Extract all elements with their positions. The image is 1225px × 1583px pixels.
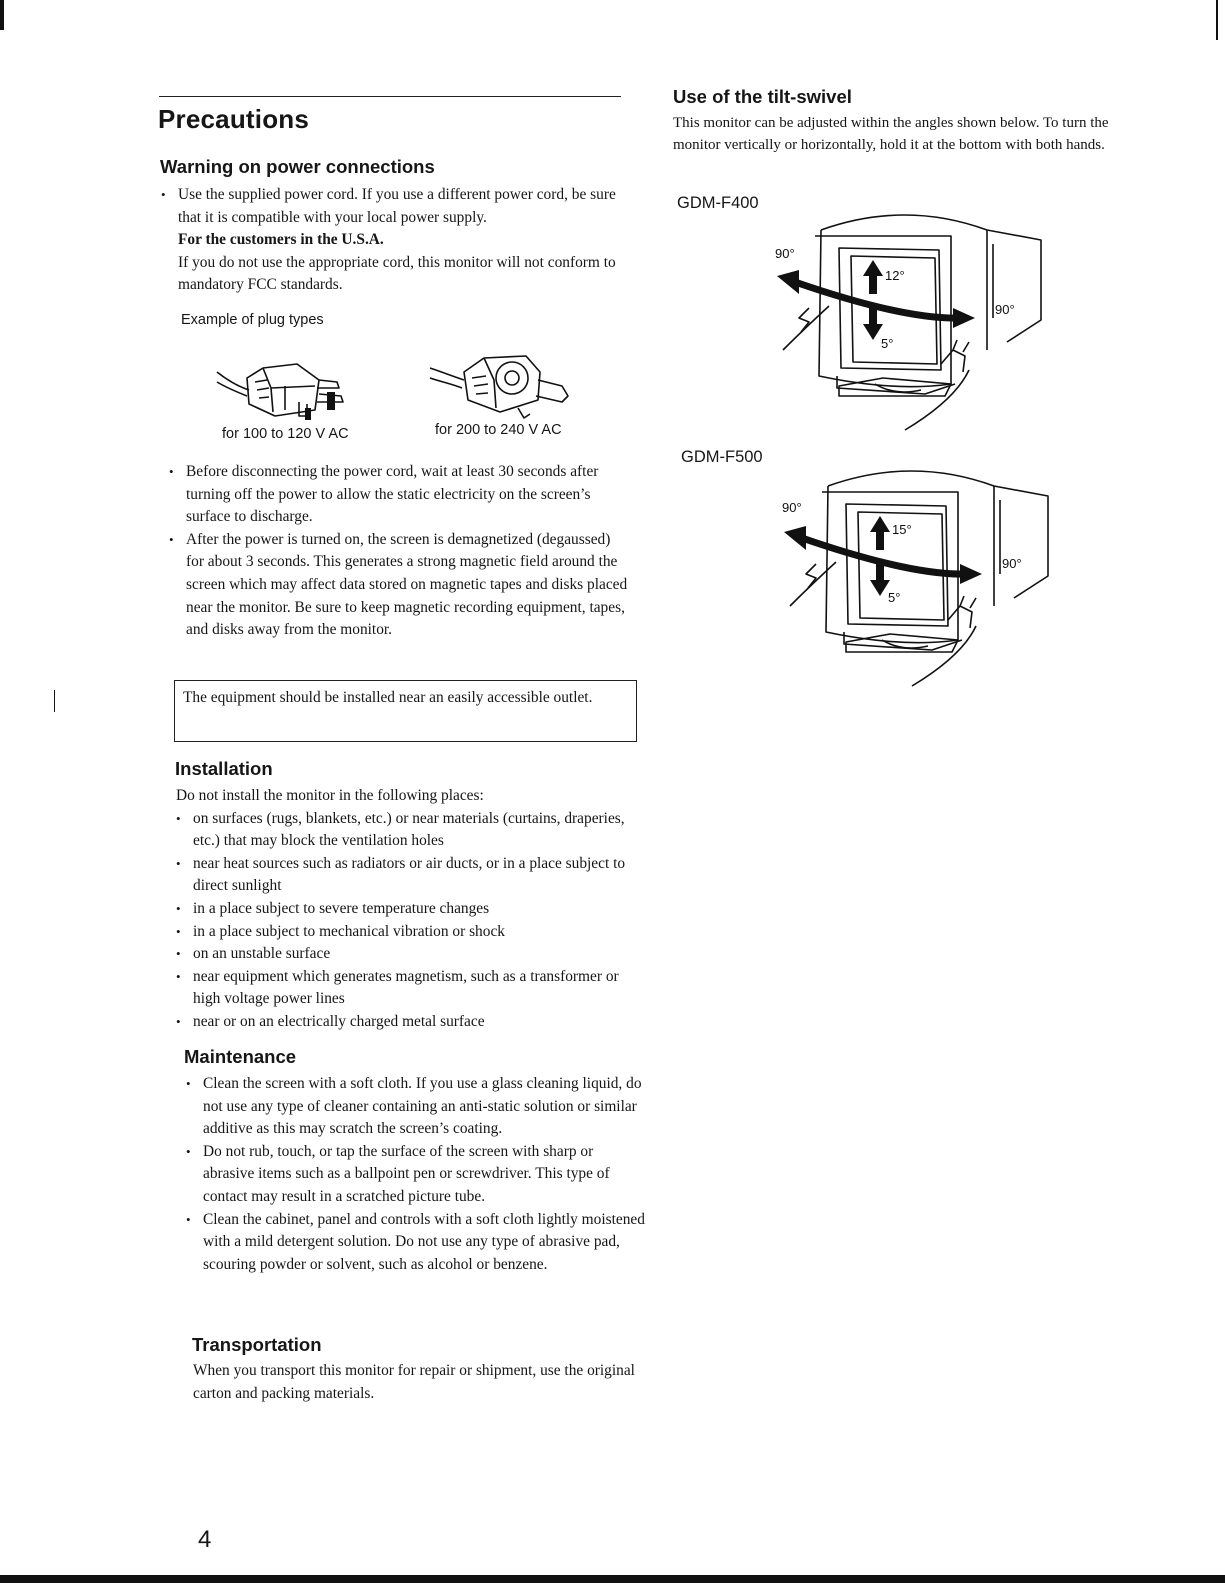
- swivel-left-angle: 90°: [782, 500, 802, 515]
- list-item: • on an unstable surface: [176, 943, 628, 966]
- usa-text: If you do not use the appropriate cord, this monitor will not conform to mandatory FCC standards.: [178, 253, 616, 294]
- maintenance-heading: Maintenance: [184, 1046, 297, 1067]
- power-heading: Warning on power connections: [160, 156, 435, 177]
- swivel-left-angle: 90°: [775, 246, 795, 261]
- list-item: • near heat sources such as radiators or air ducts, or in a place subject to direct sunlight: [176, 853, 628, 898]
- power-bullet-1: Use the supplied power cord. If you use a different power cord, be sure that it is compatible with your local power supply.: [178, 186, 616, 226]
- list-item: • Clean the screen with a soft cloth. If you use a glass cleaning liquid, do not use any type of cleaner containing an anti-static solution or similar additive as this may scratch the screen’s coating.: [186, 1073, 646, 1141]
- maintenance-section: [186, 1073, 646, 1276]
- swivel-right-angle: 90°: [995, 302, 1015, 317]
- installation-intro: Do not install the monitor in the following places:: [176, 787, 484, 804]
- model-label-gdm-f400: GDM-F400: [677, 194, 759, 212]
- title-rule: [159, 96, 621, 97]
- installation-list: [176, 808, 628, 1034]
- page-title: Precautions: [158, 104, 310, 134]
- installation-notice-box: [174, 680, 637, 742]
- plug-type-a-illustration: [215, 350, 360, 425]
- monitor-tilt-swivel-diagram-f500: [762, 456, 1062, 696]
- tilt-up-angle: 15°: [892, 522, 912, 537]
- tilt-up-angle: 12°: [885, 268, 905, 283]
- scan-edge-mark: [54, 690, 55, 712]
- power-section-continued: [169, 461, 629, 642]
- list-item: • in a place subject to mechanical vibration or shock: [176, 921, 628, 944]
- tilt-swivel-heading: Use of the tilt-swivel: [673, 86, 852, 107]
- swivel-right-angle: 90°: [1002, 556, 1022, 571]
- list-item: • Clean the cabinet, panel and controls with a soft cloth lightly moistened with a mild detergent solution. Do not use any type of abrasive pad, scouring powder or solvent, such as alcohol or benzene.: [186, 1209, 646, 1277]
- transportation-heading: Transportation: [192, 1334, 322, 1355]
- tilt-down-angle: 5°: [888, 590, 901, 605]
- list-item: • near or on an electrically charged metal surface: [176, 1011, 628, 1034]
- monitor-tilt-swivel-diagram-f400: [755, 200, 1055, 440]
- model-label-gdm-f500: GDM-F500: [681, 448, 763, 466]
- scan-edge-mark: [0, 1575, 1225, 1583]
- installation-section: [176, 785, 628, 1034]
- tilt-down-angle: 5°: [881, 336, 894, 351]
- plug-label-200-240: for 200 to 240 V AC: [435, 422, 562, 438]
- list-item: • After the power is turned on, the screen is demagnetized (degaussed) for about 3 seconds. This generates a strong magnetic field around the screen which may affect data stored on magnetic tapes and disks placed near the monitor. Be sure to keep magnetic recording equipment, tapes, and disks away from the monitor.: [169, 529, 629, 642]
- scan-edge-mark: [0, 0, 4, 30]
- tilt-swivel-text: This monitor can be adjusted within the angles shown below. To turn the monitor vertically or horizontally, hold it at the bottom with both hands.: [673, 115, 1109, 153]
- power-list: [161, 184, 623, 297]
- plug-type-b-illustration: [428, 350, 578, 425]
- power-list-continued: [169, 461, 629, 642]
- list-item: • Do not rub, touch, or tap the surface of the screen with sharp or abrasive items such as a ballpoint pen or screwdriver. This type of contact may result in a scratched picture tube.: [186, 1141, 646, 1209]
- notice-text: The equipment should be installed near an easily accessible outlet.: [183, 689, 593, 706]
- power-section: [161, 184, 623, 297]
- scan-edge-mark: [1216, 0, 1218, 40]
- page-number: 4: [198, 1526, 212, 1553]
- plug-label-100-120: for 100 to 120 V AC: [222, 426, 349, 442]
- list-item: • on surfaces (rugs, blankets, etc.) or near materials (curtains, draperies, etc.) that may block the ventilation holes: [176, 808, 628, 853]
- list-item: [161, 184, 623, 297]
- maintenance-list: [186, 1073, 646, 1276]
- installation-heading: Installation: [175, 758, 273, 779]
- list-item: • Before disconnecting the power cord, wait at least 30 seconds after turning off the power to allow the static electricity on the screen’s surface to discharge.: [169, 461, 629, 529]
- transportation-text: When you transport this monitor for repair or shipment, use the original carton and packing materials.: [193, 1362, 635, 1402]
- list-item: • near equipment which generates magnetism, such as a transformer or high voltage power lines: [176, 966, 628, 1011]
- plug-caption: Example of plug types: [181, 312, 324, 328]
- usa-heading: For the customers in the U.S.A.: [178, 231, 384, 249]
- list-item: • in a place subject to severe temperature changes: [176, 898, 628, 921]
